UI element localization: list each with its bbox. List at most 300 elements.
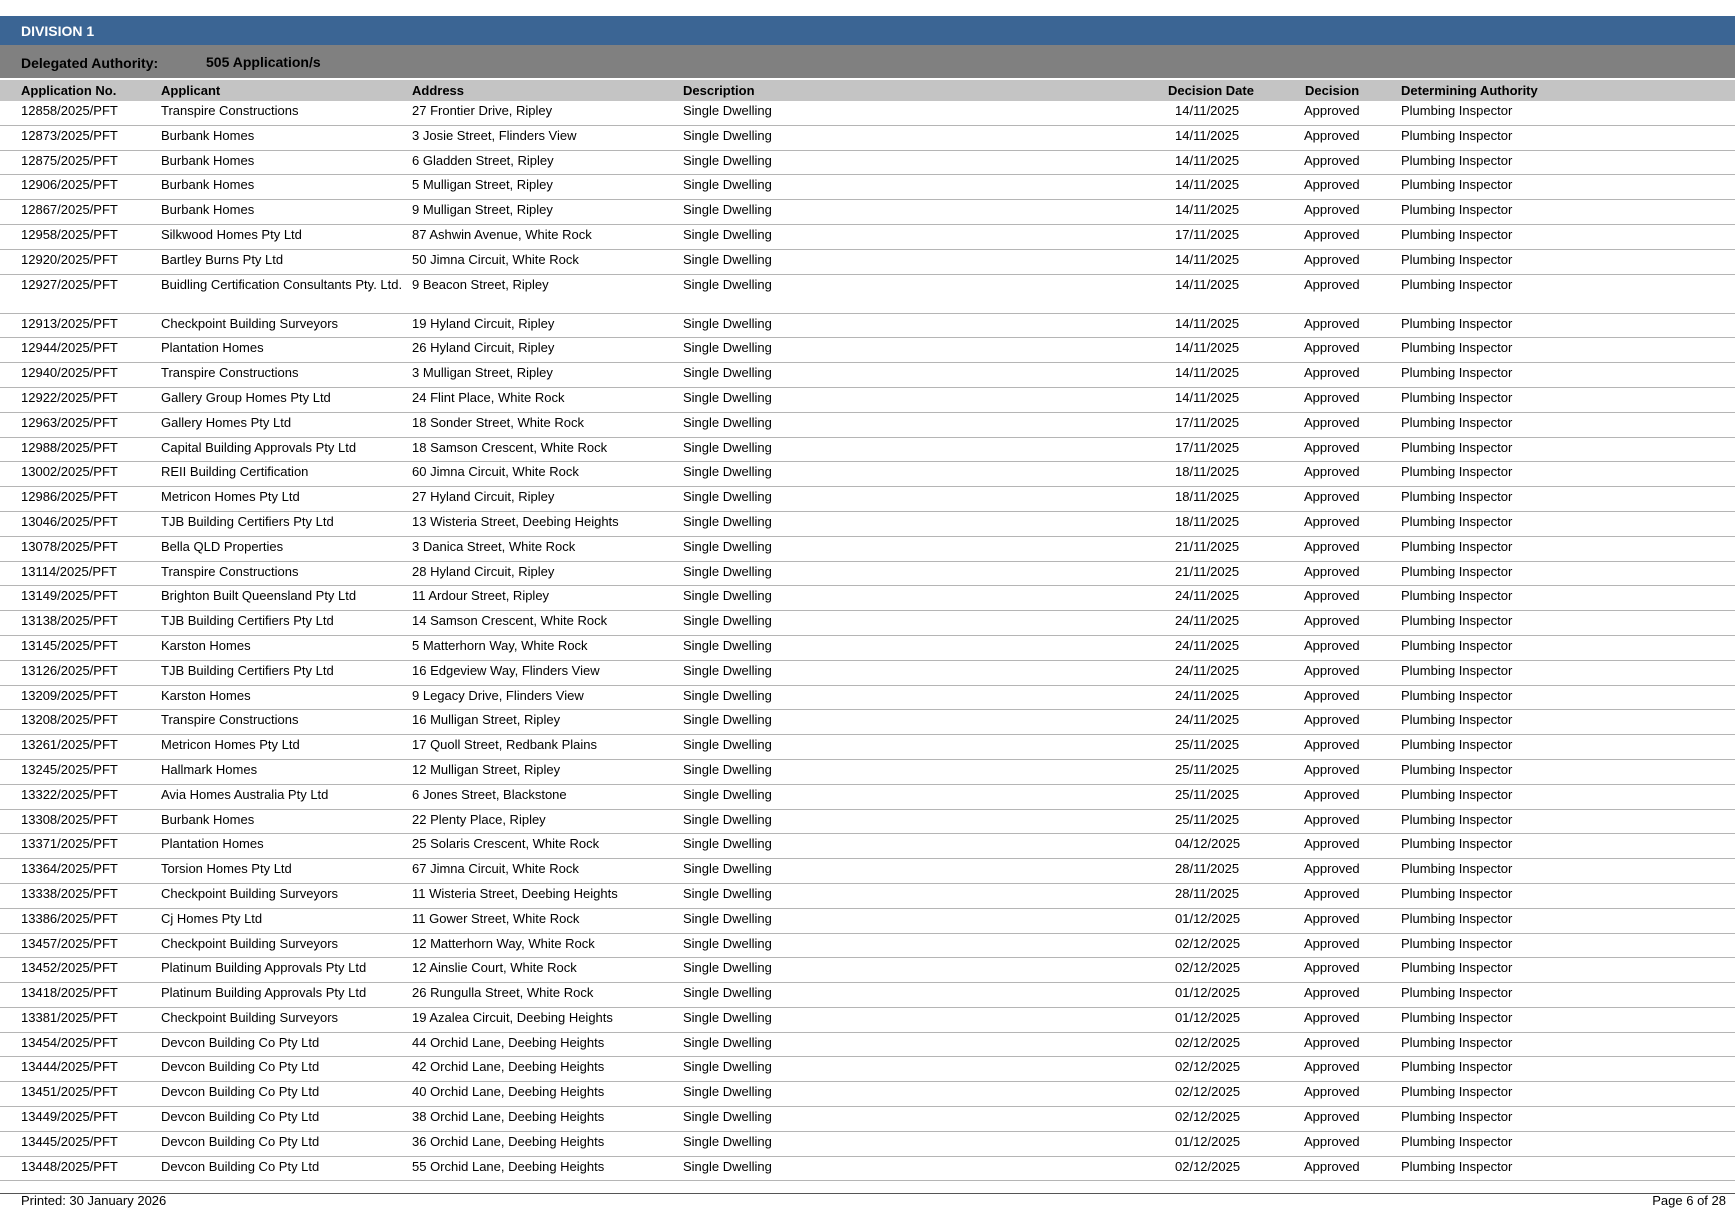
cell-description: Single Dwelling bbox=[683, 1133, 772, 1149]
table-row bbox=[0, 275, 1735, 314]
cell-decision-date: 25/11/2025 bbox=[1175, 786, 1240, 802]
cell-application-no: 13145/2025/PFT bbox=[21, 637, 118, 653]
cell-determining-authority: Plumbing Inspector bbox=[1401, 563, 1513, 579]
cell-decision-date: 18/11/2025 bbox=[1175, 513, 1240, 529]
cell-description: Single Dwelling bbox=[683, 1084, 772, 1100]
cell-application-no: 12986/2025/PFT bbox=[21, 489, 118, 505]
cell-description: Single Dwelling bbox=[683, 439, 772, 455]
cell-determining-authority: Plumbing Inspector bbox=[1401, 152, 1513, 168]
cell-application-no: 12858/2025/PFT bbox=[21, 103, 118, 118]
table-row bbox=[0, 1157, 1735, 1182]
cell-determining-authority: Plumbing Inspector bbox=[1401, 1009, 1513, 1025]
cell-decision: Approved bbox=[1304, 712, 1360, 728]
cell-decision-date: 02/12/2025 bbox=[1175, 960, 1241, 976]
cell-address: 12 Mulligan Street, Ripley bbox=[412, 761, 561, 777]
col-applicant: Applicant bbox=[161, 83, 221, 98]
cell-application-no: 13261/2025/PFT bbox=[21, 737, 118, 753]
cell-decision-date: 14/11/2025 bbox=[1175, 276, 1240, 292]
cell-determining-authority: Plumbing Inspector bbox=[1401, 538, 1513, 554]
cell-application-no: 13078/2025/PFT bbox=[21, 538, 118, 554]
col-description: Description bbox=[683, 83, 755, 98]
cell-description: Single Dwelling bbox=[683, 489, 772, 505]
cell-applicant: Checkpoint Building Surveyors bbox=[161, 885, 339, 901]
cell-decision: Approved bbox=[1304, 761, 1360, 777]
cell-determining-authority: Plumbing Inspector bbox=[1401, 103, 1513, 118]
cell-application-no: 13449/2025/PFT bbox=[21, 1109, 118, 1125]
cell-decision-date: 14/11/2025 bbox=[1175, 103, 1240, 118]
cell-decision: Approved bbox=[1304, 226, 1360, 242]
table-row bbox=[0, 934, 1735, 959]
cell-address: 6 Gladden Street, Ripley bbox=[412, 152, 554, 168]
cell-decision-date: 01/12/2025 bbox=[1175, 1133, 1241, 1149]
cell-applicant: Silkwood Homes Pty Ltd bbox=[161, 226, 302, 242]
cell-decision-date: 14/11/2025 bbox=[1175, 340, 1240, 356]
table-row bbox=[0, 1008, 1735, 1033]
table-row bbox=[0, 200, 1735, 225]
cell-decision: Approved bbox=[1304, 836, 1360, 852]
cell-address: 14 Samson Crescent, White Rock bbox=[412, 613, 608, 629]
cell-description: Single Dwelling bbox=[683, 861, 772, 877]
cell-determining-authority: Plumbing Inspector bbox=[1401, 588, 1513, 604]
cell-application-no: 13245/2025/PFT bbox=[21, 761, 118, 777]
cell-address: 50 Jimna Circuit, White Rock bbox=[412, 251, 579, 267]
cell-address: 16 Mulligan Street, Ripley bbox=[412, 712, 561, 728]
cell-description: Single Dwelling bbox=[683, 563, 772, 579]
cell-description: Single Dwelling bbox=[683, 786, 772, 802]
table-row bbox=[0, 586, 1735, 611]
cell-applicant: TJB Building Certifiers Pty Ltd bbox=[161, 613, 334, 629]
cell-application-no: 12927/2025/PFT bbox=[21, 276, 118, 292]
cell-description: Single Dwelling bbox=[683, 662, 772, 678]
cell-description: Single Dwelling bbox=[683, 985, 772, 1001]
cell-application-no: 13445/2025/PFT bbox=[21, 1133, 118, 1149]
cell-application-no: 13454/2025/PFT bbox=[21, 1034, 118, 1050]
cell-applicant: Checkpoint Building Surveyors bbox=[161, 315, 339, 331]
cell-applicant: Platinum Building Approvals Pty Ltd bbox=[161, 960, 367, 976]
col-address: Address bbox=[412, 83, 465, 98]
cell-description: Single Dwelling bbox=[683, 538, 772, 554]
cell-decision-date: 24/11/2025 bbox=[1175, 588, 1240, 604]
cell-applicant: Capital Building Approvals Pty Ltd bbox=[161, 439, 357, 455]
cell-decision: Approved bbox=[1304, 861, 1360, 877]
cell-determining-authority: Plumbing Inspector bbox=[1401, 1034, 1513, 1050]
cell-decision: Approved bbox=[1304, 513, 1360, 529]
cell-description: Single Dwelling bbox=[683, 910, 772, 926]
cell-address: 55 Orchid Lane, Deebing Heights bbox=[412, 1158, 605, 1174]
cell-applicant: Burbank Homes bbox=[161, 127, 255, 143]
cell-decision: Approved bbox=[1304, 1084, 1360, 1100]
cell-applicant: Cj Homes Pty Ltd bbox=[161, 910, 263, 926]
cell-description: Single Dwelling bbox=[683, 127, 772, 143]
cell-application-no: 13126/2025/PFT bbox=[21, 662, 118, 678]
cell-description: Single Dwelling bbox=[683, 340, 772, 356]
cell-decision-date: 24/11/2025 bbox=[1175, 613, 1240, 629]
table-row bbox=[0, 760, 1735, 785]
cell-decision: Approved bbox=[1304, 1133, 1360, 1149]
cell-decision: Approved bbox=[1304, 276, 1360, 292]
cell-determining-authority: Plumbing Inspector bbox=[1401, 737, 1513, 753]
cell-address: 26 Hyland Circuit, Ripley bbox=[412, 340, 555, 356]
cell-applicant: TJB Building Certifiers Pty Ltd bbox=[161, 513, 334, 529]
cell-determining-authority: Plumbing Inspector bbox=[1401, 127, 1513, 143]
cell-address: 12 Ainslie Court, White Rock bbox=[412, 960, 577, 976]
cell-applicant: Devcon Building Co Pty Ltd bbox=[161, 1034, 320, 1050]
cell-address: 9 Beacon Street, Ripley bbox=[412, 276, 549, 292]
table-row bbox=[0, 562, 1735, 587]
cell-application-no: 12958/2025/PFT bbox=[21, 226, 118, 242]
cell-applicant: Checkpoint Building Surveyors bbox=[161, 1009, 339, 1025]
cell-description: Single Dwelling bbox=[683, 1158, 772, 1174]
cell-decision: Approved bbox=[1304, 340, 1360, 356]
cell-description: Single Dwelling bbox=[683, 414, 772, 430]
cell-application-no: 12920/2025/PFT bbox=[21, 251, 118, 267]
cell-applicant: Devcon Building Co Pty Ltd bbox=[161, 1158, 320, 1174]
cell-address: 44 Orchid Lane, Deebing Heights bbox=[412, 1034, 605, 1050]
cell-description: Single Dwelling bbox=[683, 1034, 772, 1050]
cell-description: Single Dwelling bbox=[683, 226, 772, 242]
cell-decision: Approved bbox=[1304, 885, 1360, 901]
cell-decision: Approved bbox=[1304, 737, 1360, 753]
division-title: DIVISION 1 bbox=[0, 16, 1735, 45]
table-row bbox=[0, 834, 1735, 859]
cell-application-no: 13364/2025/PFT bbox=[21, 861, 118, 877]
cell-applicant: Hallmark Homes bbox=[161, 761, 258, 777]
cell-decision: Approved bbox=[1304, 1109, 1360, 1125]
cell-description: Single Dwelling bbox=[683, 1009, 772, 1025]
cell-applicant: Devcon Building Co Pty Ltd bbox=[161, 1084, 320, 1100]
cell-decision-date: 02/12/2025 bbox=[1175, 1034, 1241, 1050]
cell-decision-date: 24/11/2025 bbox=[1175, 712, 1240, 728]
cell-determining-authority: Plumbing Inspector bbox=[1401, 613, 1513, 629]
table-row bbox=[0, 225, 1735, 250]
cell-applicant: Gallery Group Homes Pty Ltd bbox=[161, 389, 331, 405]
cell-decision-date: 02/12/2025 bbox=[1175, 1109, 1241, 1125]
cell-description: Single Dwelling bbox=[683, 152, 772, 168]
cell-determining-authority: Plumbing Inspector bbox=[1401, 960, 1513, 976]
cell-application-no: 12873/2025/PFT bbox=[21, 127, 118, 143]
cell-decision: Approved bbox=[1304, 365, 1360, 381]
cell-description: Single Dwelling bbox=[683, 761, 772, 777]
cell-decision-date: 14/11/2025 bbox=[1175, 365, 1240, 381]
cell-address: 9 Legacy Drive, Flinders View bbox=[412, 687, 584, 703]
table-row bbox=[0, 710, 1735, 735]
cell-determining-authority: Plumbing Inspector bbox=[1401, 251, 1513, 267]
col-decision-date: Decision Date bbox=[1168, 83, 1254, 98]
cell-applicant: Transpire Constructions bbox=[161, 365, 299, 381]
cell-address: 3 Josie Street, Flinders View bbox=[412, 127, 577, 143]
cell-decision-date: 17/11/2025 bbox=[1175, 414, 1240, 430]
cell-application-no: 13114/2025/PFT bbox=[21, 563, 117, 579]
cell-address: 9 Mulligan Street, Ripley bbox=[412, 202, 553, 218]
cell-description: Single Dwelling bbox=[683, 613, 772, 629]
cell-determining-authority: Plumbing Inspector bbox=[1401, 1084, 1513, 1100]
cell-decision: Approved bbox=[1304, 960, 1360, 976]
table-row bbox=[0, 785, 1735, 810]
cell-decision: Approved bbox=[1304, 251, 1360, 267]
cell-application-no: 13444/2025/PFT bbox=[21, 1059, 118, 1075]
cell-description: Single Dwelling bbox=[683, 103, 772, 118]
cell-decision-date: 25/11/2025 bbox=[1175, 737, 1240, 753]
cell-applicant: Brighton Built Queensland Pty Ltd bbox=[161, 588, 357, 604]
table-row bbox=[0, 909, 1735, 934]
cell-application-no: 12922/2025/PFT bbox=[21, 389, 118, 405]
cell-determining-authority: Plumbing Inspector bbox=[1401, 712, 1513, 728]
cell-description: Single Dwelling bbox=[683, 935, 772, 951]
cell-applicant: Buidling Certification Consultants Pty. Ltd. bbox=[161, 276, 403, 292]
cell-application-no: 13308/2025/PFT bbox=[21, 811, 118, 827]
cell-applicant: Torsion Homes Pty Ltd bbox=[161, 861, 292, 877]
table-row bbox=[0, 151, 1735, 176]
cell-description: Single Dwelling bbox=[683, 836, 772, 852]
cell-applicant: Metricon Homes Pty Ltd bbox=[161, 737, 300, 753]
cell-address: 3 Danica Street, White Rock bbox=[412, 538, 576, 554]
cell-applicant: Burbank Homes bbox=[161, 152, 255, 168]
table-row bbox=[0, 983, 1735, 1008]
cell-address: 3 Mulligan Street, Ripley bbox=[412, 365, 553, 381]
cell-applicant: Devcon Building Co Pty Ltd bbox=[161, 1109, 320, 1125]
cell-determining-authority: Plumbing Inspector bbox=[1401, 1059, 1513, 1075]
cell-determining-authority: Plumbing Inspector bbox=[1401, 761, 1513, 777]
cell-decision-date: 02/12/2025 bbox=[1175, 1158, 1241, 1174]
table-row bbox=[0, 438, 1735, 463]
table-row bbox=[0, 512, 1735, 537]
cell-address: 11 Gower Street, White Rock bbox=[412, 910, 580, 926]
cell-decision: Approved bbox=[1304, 811, 1360, 827]
cell-address: 11 Wisteria Street, Deebing Heights bbox=[412, 885, 618, 901]
cell-determining-authority: Plumbing Inspector bbox=[1401, 687, 1513, 703]
table-row bbox=[0, 537, 1735, 562]
cell-application-no: 13381/2025/PFT bbox=[21, 1009, 118, 1025]
cell-decision-date: 21/11/2025 bbox=[1175, 563, 1240, 579]
table-row bbox=[0, 388, 1735, 413]
cell-address: 11 Ardour Street, Ripley bbox=[412, 588, 550, 604]
cell-application-no: 12913/2025/PFT bbox=[21, 315, 118, 331]
table-row bbox=[0, 958, 1735, 983]
table-row bbox=[0, 636, 1735, 661]
cell-determining-authority: Plumbing Inspector bbox=[1401, 276, 1513, 292]
cell-decision-date: 04/12/2025 bbox=[1175, 836, 1241, 852]
cell-decision: Approved bbox=[1304, 637, 1360, 653]
cell-description: Single Dwelling bbox=[683, 811, 772, 827]
cell-decision-date: 24/11/2025 bbox=[1175, 687, 1240, 703]
table-row bbox=[0, 487, 1735, 512]
cell-description: Single Dwelling bbox=[683, 712, 772, 728]
cell-decision-date: 24/11/2025 bbox=[1175, 637, 1240, 653]
cell-address: 38 Orchid Lane, Deebing Heights bbox=[412, 1109, 605, 1125]
cell-description: Single Dwelling bbox=[683, 1109, 772, 1125]
cell-description: Single Dwelling bbox=[683, 389, 772, 405]
cell-decision: Approved bbox=[1304, 489, 1360, 505]
cell-application-no: 12875/2025/PFT bbox=[21, 152, 118, 168]
table-row bbox=[0, 363, 1735, 388]
table-row bbox=[0, 1132, 1735, 1157]
cell-applicant: Bella QLD Properties bbox=[161, 538, 284, 554]
cell-determining-authority: Plumbing Inspector bbox=[1401, 861, 1513, 877]
cell-determining-authority: Plumbing Inspector bbox=[1401, 1109, 1513, 1125]
cell-decision: Approved bbox=[1304, 662, 1360, 678]
cell-determining-authority: Plumbing Inspector bbox=[1401, 414, 1513, 430]
cell-determining-authority: Plumbing Inspector bbox=[1401, 985, 1513, 1001]
cell-decision-date: 17/11/2025 bbox=[1175, 226, 1240, 242]
cell-address: 5 Matterhorn Way, White Rock bbox=[412, 637, 588, 653]
cell-address: 60 Jimna Circuit, White Rock bbox=[412, 464, 579, 480]
cell-decision: Approved bbox=[1304, 202, 1360, 218]
authority-label: Delegated Authority: bbox=[21, 55, 159, 71]
cell-determining-authority: Plumbing Inspector bbox=[1401, 935, 1513, 951]
cell-application-no: 13371/2025/PFT bbox=[21, 836, 118, 852]
cell-application-no: 13209/2025/PFT bbox=[21, 687, 118, 703]
cell-application-no: 12963/2025/PFT bbox=[21, 414, 118, 430]
application-count: 505 Application/s bbox=[206, 54, 321, 70]
cell-decision: Approved bbox=[1304, 687, 1360, 703]
col-application-no: Application No. bbox=[21, 83, 117, 98]
col-decision: Decision bbox=[1305, 83, 1360, 98]
cell-applicant: Bartley Burns Pty Ltd bbox=[161, 251, 284, 267]
cell-description: Single Dwelling bbox=[683, 177, 772, 193]
cell-decision-date: 14/11/2025 bbox=[1175, 152, 1240, 168]
cell-determining-authority: Plumbing Inspector bbox=[1401, 464, 1513, 480]
cell-applicant: Metricon Homes Pty Ltd bbox=[161, 489, 300, 505]
cell-decision: Approved bbox=[1304, 985, 1360, 1001]
cell-application-no: 13149/2025/PFT bbox=[21, 588, 118, 604]
cell-decision-date: 14/11/2025 bbox=[1175, 389, 1240, 405]
cell-applicant: Karston Homes bbox=[161, 637, 251, 653]
table-row bbox=[0, 1107, 1735, 1132]
cell-description: Single Dwelling bbox=[683, 885, 772, 901]
cell-application-no: 12988/2025/PFT bbox=[21, 439, 118, 455]
cell-decision-date: 17/11/2025 bbox=[1175, 439, 1240, 455]
table-row bbox=[0, 101, 1735, 126]
cell-applicant: Platinum Building Approvals Pty Ltd bbox=[161, 985, 367, 1001]
cell-address: 18 Samson Crescent, White Rock bbox=[412, 439, 608, 455]
cell-applicant: Gallery Homes Pty Ltd bbox=[161, 414, 292, 430]
cell-decision-date: 14/11/2025 bbox=[1175, 315, 1240, 331]
cell-description: Single Dwelling bbox=[683, 513, 772, 529]
cell-determining-authority: Plumbing Inspector bbox=[1401, 662, 1513, 678]
cell-address: 87 Ashwin Avenue, White Rock bbox=[412, 226, 592, 242]
cell-application-no: 13138/2025/PFT bbox=[21, 613, 118, 629]
cell-decision: Approved bbox=[1304, 538, 1360, 554]
cell-decision: Approved bbox=[1304, 613, 1360, 629]
table-row bbox=[0, 611, 1735, 636]
cell-decision: Approved bbox=[1304, 1059, 1360, 1075]
cell-applicant: Plantation Homes bbox=[161, 836, 264, 852]
cell-applicant: Burbank Homes bbox=[161, 202, 255, 218]
cell-decision: Approved bbox=[1304, 786, 1360, 802]
cell-address: 22 Plenty Place, Ripley bbox=[412, 811, 546, 827]
cell-description: Single Dwelling bbox=[683, 588, 772, 604]
page-number: Page 6 of 28 bbox=[1652, 1193, 1726, 1208]
cell-application-no: 13386/2025/PFT bbox=[21, 910, 118, 926]
cell-determining-authority: Plumbing Inspector bbox=[1401, 365, 1513, 381]
cell-decision: Approved bbox=[1304, 464, 1360, 480]
cell-address: 26 Rungulla Street, White Rock bbox=[412, 985, 594, 1001]
cell-description: Single Dwelling bbox=[683, 276, 772, 292]
table-row bbox=[0, 810, 1735, 835]
cell-address: 27 Hyland Circuit, Ripley bbox=[412, 489, 555, 505]
cell-decision: Approved bbox=[1304, 563, 1360, 579]
cell-description: Single Dwelling bbox=[683, 737, 772, 753]
table-row bbox=[0, 686, 1735, 711]
cell-address: 16 Edgeview Way, Flinders View bbox=[412, 662, 600, 678]
cell-address: 6 Jones Street, Blackstone bbox=[412, 786, 567, 802]
cell-decision: Approved bbox=[1304, 1158, 1360, 1174]
table-row bbox=[0, 250, 1735, 275]
cell-description: Single Dwelling bbox=[683, 960, 772, 976]
cell-determining-authority: Plumbing Inspector bbox=[1401, 489, 1513, 505]
cell-decision: Approved bbox=[1304, 935, 1360, 951]
cell-application-no: 13418/2025/PFT bbox=[21, 985, 118, 1001]
cell-applicant: Devcon Building Co Pty Ltd bbox=[161, 1059, 320, 1075]
cell-applicant: Burbank Homes bbox=[161, 177, 255, 193]
cell-description: Single Dwelling bbox=[683, 315, 772, 331]
cell-application-no: 13208/2025/PFT bbox=[21, 712, 118, 728]
cell-application-no: 13452/2025/PFT bbox=[21, 960, 118, 976]
cell-determining-authority: Plumbing Inspector bbox=[1401, 202, 1513, 218]
cell-address: 67 Jimna Circuit, White Rock bbox=[412, 861, 579, 877]
cell-address: 5 Mulligan Street, Ripley bbox=[412, 177, 553, 193]
cell-address: 18 Sonder Street, White Rock bbox=[412, 414, 584, 430]
cell-application-no: 13338/2025/PFT bbox=[21, 885, 118, 901]
cell-applicant: Plantation Homes bbox=[161, 340, 264, 356]
cell-address: 17 Quoll Street, Redbank Plains bbox=[412, 737, 597, 753]
cell-decision-date: 01/12/2025 bbox=[1175, 985, 1241, 1001]
cell-decision: Approved bbox=[1304, 588, 1360, 604]
cell-decision-date: 18/11/2025 bbox=[1175, 464, 1240, 480]
cell-determining-authority: Plumbing Inspector bbox=[1401, 315, 1513, 331]
cell-decision-date: 02/12/2025 bbox=[1175, 935, 1241, 951]
cell-applicant: Burbank Homes bbox=[161, 811, 255, 827]
cell-applicant: Devcon Building Co Pty Ltd bbox=[161, 1133, 320, 1149]
cell-determining-authority: Plumbing Inspector bbox=[1401, 1133, 1513, 1149]
cell-determining-authority: Plumbing Inspector bbox=[1401, 340, 1513, 356]
cell-description: Single Dwelling bbox=[683, 251, 772, 267]
cell-decision-date: 01/12/2025 bbox=[1175, 1009, 1241, 1025]
cell-decision: Approved bbox=[1304, 910, 1360, 926]
cell-application-no: 13457/2025/PFT bbox=[21, 935, 118, 951]
cell-decision: Approved bbox=[1304, 315, 1360, 331]
cell-determining-authority: Plumbing Inspector bbox=[1401, 513, 1513, 529]
cell-application-no: 12867/2025/PFT bbox=[21, 202, 118, 218]
cell-decision-date: 14/11/2025 bbox=[1175, 127, 1240, 143]
cell-description: Single Dwelling bbox=[683, 202, 772, 218]
cell-determining-authority: Plumbing Inspector bbox=[1401, 910, 1513, 926]
cell-applicant: Avia Homes Australia Pty Ltd bbox=[161, 786, 329, 802]
cell-decision-date: 25/11/2025 bbox=[1175, 761, 1240, 777]
cell-decision-date: 18/11/2025 bbox=[1175, 489, 1240, 505]
cell-decision-date: 02/12/2025 bbox=[1175, 1084, 1241, 1100]
table-row bbox=[0, 884, 1735, 909]
cell-application-no: 12906/2025/PFT bbox=[21, 177, 118, 193]
table-row bbox=[0, 1033, 1735, 1058]
cell-decision-date: 14/11/2025 bbox=[1175, 177, 1240, 193]
cell-decision: Approved bbox=[1304, 389, 1360, 405]
cell-decision: Approved bbox=[1304, 152, 1360, 168]
table-row bbox=[0, 175, 1735, 200]
cell-determining-authority: Plumbing Inspector bbox=[1401, 1158, 1513, 1174]
cell-decision-date: 14/11/2025 bbox=[1175, 202, 1240, 218]
cell-decision: Approved bbox=[1304, 177, 1360, 193]
cell-decision: Approved bbox=[1304, 1009, 1360, 1025]
cell-application-no: 13448/2025/PFT bbox=[21, 1158, 118, 1174]
cell-address: 19 Azalea Circuit, Deebing Heights bbox=[412, 1009, 613, 1025]
cell-description: Single Dwelling bbox=[683, 1059, 772, 1075]
table-row bbox=[0, 413, 1735, 438]
cell-application-no: 13322/2025/PFT bbox=[21, 786, 118, 802]
cell-address: 42 Orchid Lane, Deebing Heights bbox=[412, 1059, 605, 1075]
cell-determining-authority: Plumbing Inspector bbox=[1401, 637, 1513, 653]
cell-applicant: Transpire Constructions bbox=[161, 712, 299, 728]
